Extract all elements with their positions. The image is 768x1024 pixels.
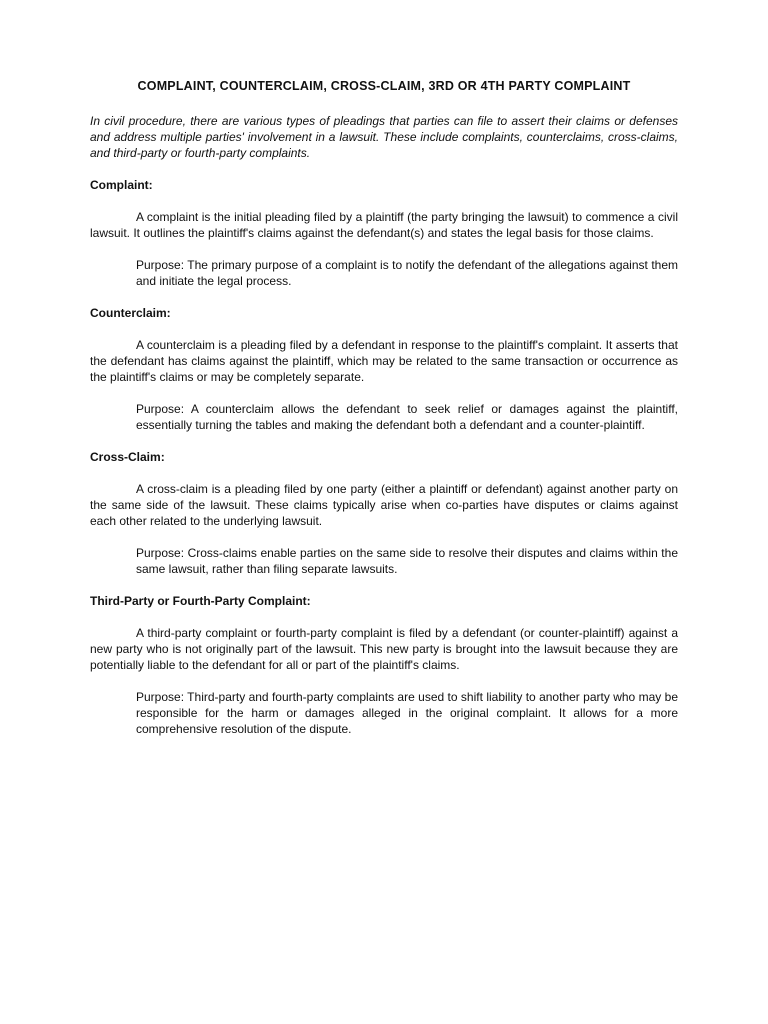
section-purpose: Purpose: The primary purpose of a complaint is to notify the defendant of the allegations against them and initiate the legal process. [136, 258, 678, 288]
document-page [90, 78, 678, 753]
section-heading: Cross-Claim: [90, 450, 165, 464]
section-heading: Third-Party or Fourth-Party Complaint: [90, 594, 311, 608]
section-purpose: Purpose: Cross-claims enable parties on the same side to resolve their disputes and claims within the same lawsuit, rather than filing separate lawsuits. [136, 546, 678, 576]
section-purpose: Purpose: A counterclaim allows the defendant to seek relief or damages against the plaintiff, essentially turning the tables and making the defendant both a defendant and a counter-plaintiff. [136, 402, 678, 432]
intro-paragraph: In civil procedure, there are various types of pleadings that parties can file to assert their claims or defenses and address multiple parties' involvement in a lawsuit. These include complaints, counterclaims, cross-claims, and third-party or fourth-party complaints. [90, 114, 678, 160]
section-heading: Counterclaim: [90, 306, 171, 320]
section-body: A counterclaim is a pleading filed by a defendant in response to the plaintiff's complaint. It asserts that the defendant has claims against the plaintiff, which may be related to the same transaction or occurrence as the plaintiff's claims or may be completely separate. [90, 338, 678, 384]
section-complaint [90, 177, 678, 289]
section-cross-claim [90, 449, 678, 577]
section-body: A complaint is the initial pleading filed by a plaintiff (the party bringing the lawsuit) to commence a civil lawsuit. It outlines the plaintiff's claims against the defendant(s) and states the legal basis for those claims. [90, 210, 678, 240]
section-heading: Complaint: [90, 178, 153, 192]
section-third-party [90, 593, 678, 737]
section-counterclaim [90, 305, 678, 433]
document-title: COMPLAINT, COUNTERCLAIM, CROSS-CLAIM, 3RD OR 4TH PARTY COMPLAINT [137, 79, 631, 93]
section-body: A third-party complaint or fourth-party complaint is filed by a defendant (or counter-plaintiff) against a new party who is not originally part of the lawsuit. This new party is brought into the lawsuit because they are potentially liable to the defendant for all or part of the plaintiff's claims. [90, 626, 678, 672]
section-body: A cross-claim is a pleading filed by one party (either a plaintiff or defendant) against another party on the same side of the lawsuit. These claims typically arise when co-parties have disputes or claims against each other related to the underlying lawsuit. [90, 482, 678, 528]
section-purpose: Purpose: Third-party and fourth-party complaints are used to shift liability to another party who may be responsible for the harm or damages alleged in the original complaint. It allows for a more comprehensive resolution of the dispute. [136, 690, 678, 736]
